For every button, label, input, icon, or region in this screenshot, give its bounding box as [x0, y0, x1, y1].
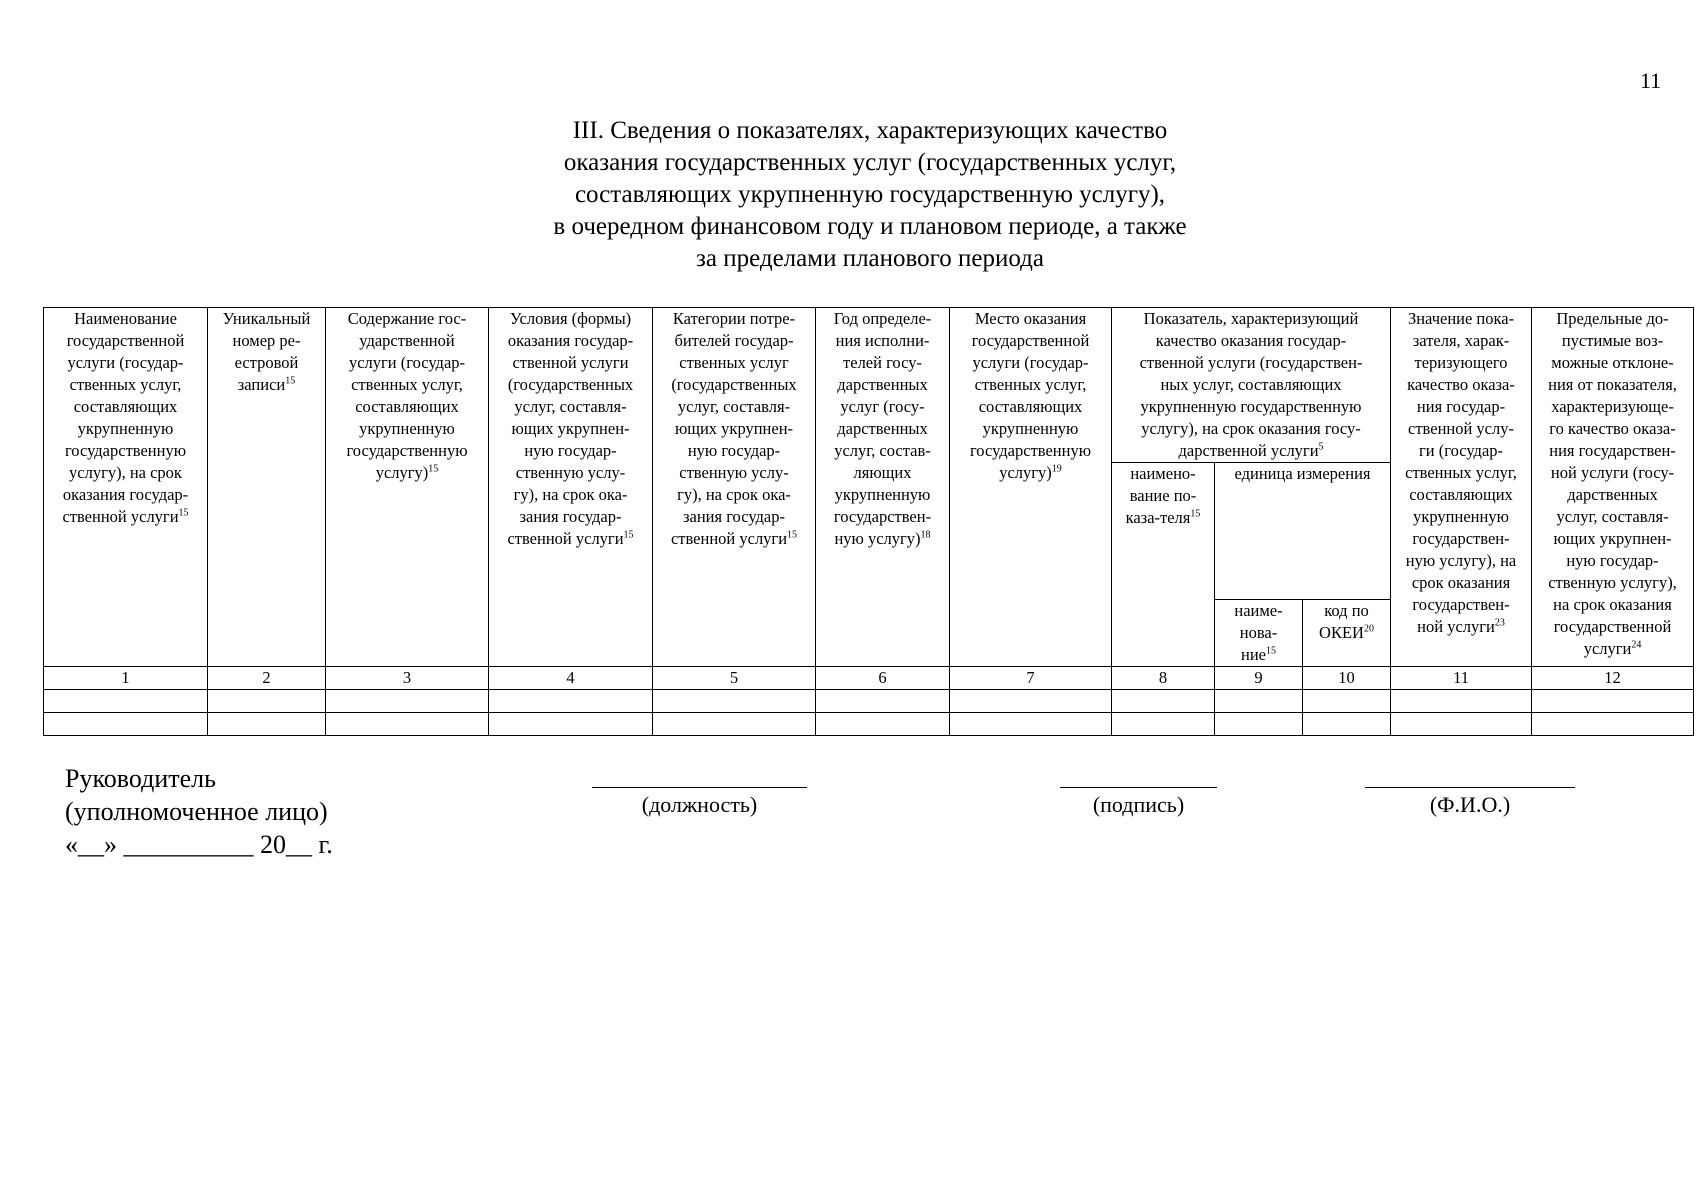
full-name-field[interactable]: (Ф.И.О.) — [1365, 787, 1575, 818]
table-cell[interactable] — [44, 690, 208, 713]
header-indicator-name: наимено- вание по- каза-теля$^{15}$ — [1112, 463, 1215, 667]
header-service-name: Наименование государственной услуги (государ- ственных услуг, составляющих укрупненную государственную услугу), на срок оказания государ- ственной услуги$^{15}$ — [44, 308, 208, 667]
table-cell[interactable] — [653, 690, 816, 713]
header-unit-name: наиме- нова- ние$^{15}$ — [1215, 600, 1303, 667]
quality-indicators-table — [43, 307, 1694, 736]
column-number: 3 — [326, 667, 489, 690]
table-cell[interactable] — [1391, 690, 1532, 713]
table-row — [44, 690, 1694, 713]
column-number: 5 — [653, 667, 816, 690]
signature-field[interactable]: (подпись) — [1060, 787, 1217, 818]
table-cell[interactable] — [489, 713, 653, 736]
header-service-conditions: Условия (формы) оказания государ- ственной услуги (государственных услуг, составля- ющих укрупнен- ную государ- ственную услу- гу), на срок ока- зания государ- ственной услуги$^{15}$ — [489, 308, 653, 667]
signatory-subtitle: (уполномоченное лицо) — [65, 797, 328, 826]
column-number: 1 — [44, 667, 208, 690]
column-number: 4 — [489, 667, 653, 690]
table-cell[interactable] — [816, 690, 950, 713]
table-cell[interactable] — [653, 713, 816, 736]
table-cell[interactable] — [1112, 713, 1215, 736]
header-unit-group: единица измерения — [1215, 463, 1391, 600]
table-cell[interactable] — [1532, 690, 1694, 713]
position-field[interactable]: (должность) — [592, 787, 807, 818]
table-cell[interactable] — [950, 690, 1112, 713]
column-number: 7 — [950, 667, 1112, 690]
signatory-block — [65, 762, 333, 861]
signature-date: «__» __________ 20__ г. — [65, 830, 333, 859]
heading-line: составляющих укрупненную государственную услугу), — [574, 181, 1166, 208]
column-number: 11 — [1391, 667, 1532, 690]
table-row — [44, 713, 1694, 736]
header-quality-indicator-group: Показатель, характеризующий качество оказания государ- ственной услуги (государствен- ных услуг, составляющих укрупненную государственную услугу), на срок оказания госу- дарственной услуги$^5$ — [1112, 308, 1391, 463]
header-registry-number: Уникальный номер ре- естровой записи$^{15}$ — [208, 308, 326, 667]
table-cell[interactable] — [208, 713, 326, 736]
signatory-title: Руководитель — [65, 764, 216, 793]
header-okei-code: код по ОКЕИ$^{20}$ — [1303, 600, 1391, 667]
table-cell[interactable] — [326, 713, 489, 736]
column-number: 2 — [208, 667, 326, 690]
table-cell[interactable] — [489, 690, 653, 713]
column-number: 8 — [1112, 667, 1215, 690]
column-number: 6 — [816, 667, 950, 690]
page-number: 11 — [1640, 68, 1662, 93]
header-indicator-value: Значение пока- зателя, харак- теризующего качество оказа- ния государ- ственной услу- ги (государ- ственных услуг, составляющих укрупненную государствен- ную услугу), на срок оказания государствен- ной услуги$^{23}$ — [1391, 308, 1532, 667]
table-cell[interactable] — [1391, 713, 1532, 736]
table-cell[interactable] — [44, 713, 208, 736]
table-cell[interactable] — [1303, 713, 1391, 736]
heading-line: оказания государственных услуг (государственных услуг, — [563, 149, 1177, 176]
table-cell[interactable] — [950, 713, 1112, 736]
section-heading — [440, 115, 1300, 275]
header-executor-year: Год определе- ния исполни- телей госу- дарственных услуг (госу- дарственных услуг, состав- ляющих укрупненную государствен- ную услугу)$^{18}$ — [816, 308, 950, 667]
header-allowed-deviation: Предельные до- пустимые воз- можные отклоне- ния от показателя, характеризующе- го качество оказа- ния государствен- ной услуги (госу- дарственных услуг, составля- ющих укрупнен- ную государ- ственную услугу), на срок оказания государственной услуги$^{24}$ — [1532, 308, 1694, 667]
column-number: 12 — [1532, 667, 1694, 690]
header-service-place: Место оказания государственной услуги (государ- ственных услуг, составляющих укрупненную государственную услугу)$^{19}$ — [950, 308, 1112, 667]
heading-line: за пределами планового периода — [696, 245, 1044, 272]
column-number: 9 — [1215, 667, 1303, 690]
table-cell[interactable] — [816, 713, 950, 736]
header-consumer-categories: Категории потре- бителей государ- ственных услуг (государственных услуг, составля- ющих укрупнен- ную государ- ственную услу- гу), на срок ока- зания государ- ственной услуги$^{15}$ — [653, 308, 816, 667]
table-cell[interactable] — [1215, 690, 1303, 713]
table-cell[interactable] — [1532, 713, 1694, 736]
table-cell[interactable] — [208, 690, 326, 713]
table-cell[interactable] — [1215, 713, 1303, 736]
heading-line: III. Сведения о показателях, характеризующих качество — [572, 117, 1168, 144]
column-numbers-row — [44, 667, 1694, 690]
table-cell[interactable] — [1303, 690, 1391, 713]
table-cell[interactable] — [1112, 690, 1215, 713]
column-number: 10 — [1303, 667, 1391, 690]
table-cell[interactable] — [326, 690, 489, 713]
header-service-content: Содержание гос- ударственной услуги (государ- ственных услуг, составляющих укрупненную государственную услугу)$^{15}$ — [326, 308, 489, 667]
heading-line: в очередном финансовом году и плановом периоде, а также — [553, 213, 1187, 240]
